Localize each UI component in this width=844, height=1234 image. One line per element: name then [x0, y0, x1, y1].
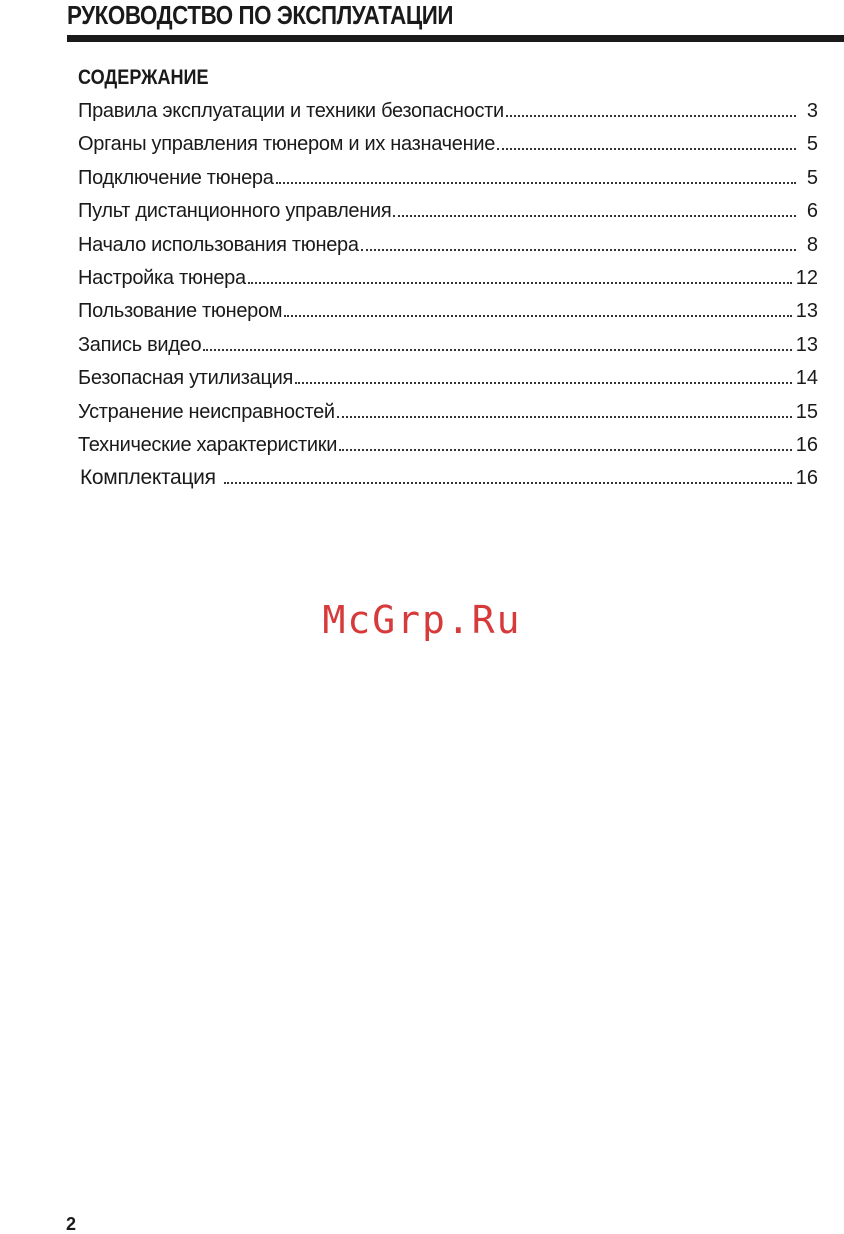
toc-entry-label: Правила эксплуатации и техники безопасности	[78, 100, 504, 122]
dot-leader	[497, 147, 796, 150]
toc-entry[interactable]	[78, 298, 818, 331]
toc-entry-label: Запись видео	[78, 333, 202, 356]
dot-leader	[276, 181, 796, 184]
toc-entry-label: Комплектация	[80, 466, 216, 490]
toc-entry-page: 16	[795, 467, 818, 490]
toc-entry[interactable]	[78, 365, 818, 398]
toc-entry[interactable]	[78, 399, 818, 432]
toc-entry-page: 14	[795, 367, 818, 390]
toc-entry-label: Пульт дистанционного управления	[78, 200, 392, 223]
toc-entry-page: 5	[806, 166, 818, 189]
toc-entry-page: 12	[795, 266, 818, 289]
dot-leader	[224, 481, 792, 484]
toc-entry-label: Настройка тюнера	[78, 266, 246, 289]
dot-leader	[284, 314, 791, 317]
toc-entry-label: Технические характеристики	[78, 433, 338, 456]
toc-entry-page: 5	[806, 133, 818, 156]
toc-entry-label: Начало использования тюнера	[78, 233, 359, 256]
toc-heading: СОДЕРЖАНИЕ	[78, 66, 209, 89]
toc-entry[interactable]	[78, 432, 818, 465]
dot-leader	[337, 415, 792, 418]
toc-entry-label: Подключение тюнера	[78, 166, 274, 189]
toc-entry-page: 8	[806, 233, 818, 256]
page-number: 2	[66, 1214, 77, 1234]
dot-leader	[203, 348, 791, 351]
title-underline-rule	[67, 35, 844, 42]
toc-entry-label: Устранение неисправностей	[78, 400, 335, 423]
toc-entry-page: 16	[795, 433, 818, 456]
toc-entry[interactable]	[78, 98, 818, 131]
toc-entry-page: 15	[795, 400, 818, 423]
dot-leader	[506, 114, 796, 117]
toc-entry-label: Безопасная утилизация	[78, 367, 294, 390]
watermark: McGrp.Ru	[322, 598, 522, 642]
toc-entry-page: 13	[795, 300, 818, 323]
toc-entry[interactable]	[78, 232, 818, 265]
toc-entry-page: 13	[795, 333, 818, 356]
toc-entry[interactable]	[78, 131, 818, 164]
toc-entry[interactable]	[78, 265, 818, 298]
dot-leader	[393, 214, 796, 217]
toc-entry[interactable]	[78, 165, 818, 198]
toc-entry-label: Органы управления тюнером и их назначение	[78, 133, 496, 156]
dot-leader	[248, 281, 792, 284]
toc-entry-page: 6	[806, 200, 818, 223]
toc-entry[interactable]	[78, 198, 818, 231]
toc-entry-page: 3	[806, 100, 818, 122]
table-of-contents	[78, 98, 818, 499]
toc-entry[interactable]	[78, 465, 818, 498]
dot-leader	[361, 248, 796, 251]
document-title: РУКОВОДСТВО ПО ЭКСПЛУАТАЦИИ	[67, 0, 454, 30]
toc-entry[interactable]	[78, 332, 818, 365]
toc-entry-label: Пользование тюнером	[78, 300, 283, 323]
dot-leader	[339, 448, 792, 451]
dot-leader	[295, 381, 792, 384]
